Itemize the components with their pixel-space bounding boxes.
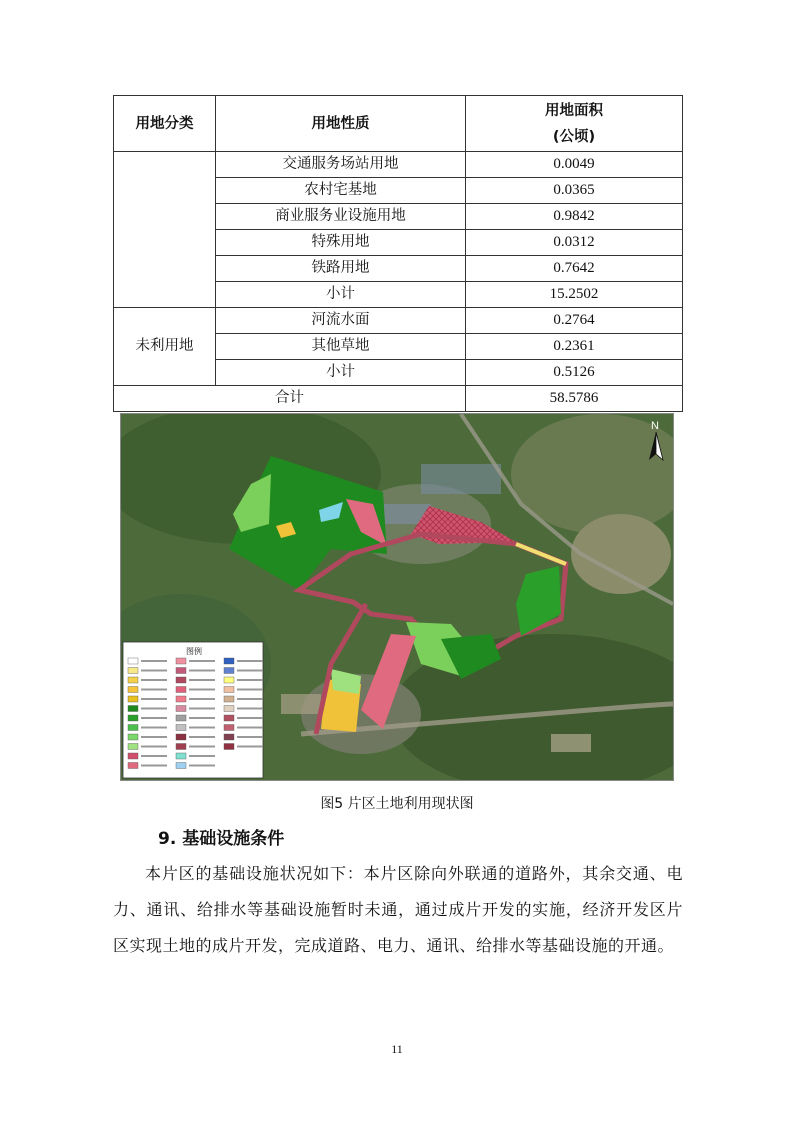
- legend-label-line: [189, 727, 215, 729]
- legend-swatch: [224, 658, 234, 664]
- legend-label-line: [237, 660, 263, 662]
- legend-label-line: [237, 727, 263, 729]
- legend-swatch: [224, 687, 234, 693]
- table-row: [114, 152, 683, 178]
- legend-swatch: [176, 734, 186, 740]
- legend-swatch: [176, 744, 186, 750]
- area-cell: 0.0312: [466, 230, 683, 256]
- legend-swatch: [128, 725, 138, 731]
- header-category: 用地分类: [114, 96, 216, 152]
- area-cell: 0.0049: [466, 152, 683, 178]
- legend-swatch: [128, 677, 138, 683]
- header-nature: 用地性质: [216, 96, 466, 152]
- legend-label-line: [237, 689, 263, 691]
- nature-cell: 交通服务场站用地: [216, 152, 466, 178]
- legend-label-line: [189, 765, 215, 767]
- legend-swatch: [176, 715, 186, 721]
- legend-label-line: [189, 717, 215, 719]
- legend-label-line: [189, 670, 215, 672]
- legend-swatch: [224, 734, 234, 740]
- legend-swatch: [176, 725, 186, 731]
- header-area: [466, 96, 683, 152]
- legend-swatch: [176, 706, 186, 712]
- legend-label-line: [237, 698, 263, 700]
- nature-cell: 其他草地: [216, 334, 466, 360]
- legend-title: 图例: [186, 647, 202, 656]
- legend-label-line: [141, 698, 167, 700]
- legend-label-line: [189, 679, 215, 681]
- legend-swatch: [224, 668, 234, 674]
- legend-label-line: [237, 670, 263, 672]
- legend-label-line: [237, 746, 263, 748]
- legend-label-line: [189, 689, 215, 691]
- nature-cell: 特殊用地: [216, 230, 466, 256]
- legend-label-line: [141, 679, 167, 681]
- legend-swatch: [176, 696, 186, 702]
- legend-swatch: [176, 687, 186, 693]
- legend-label-line: [189, 660, 215, 662]
- body-paragraph: 本片区的基础设施状况如下：本片区除向外联通的道路外，其余交通、电力、通讯、给排水等基础设施暂时未通，通过成片开发的实施，经济开发区片区实现土地的成片开发，完成道路、电力、通讯、给排水等基础设施的开通。: [113, 864, 683, 955]
- nature-cell: 商业服务业设施用地: [216, 204, 466, 230]
- legend-label-line: [141, 717, 167, 719]
- area-cell: 0.9842: [466, 204, 683, 230]
- legend-swatch: [224, 725, 234, 731]
- area-cell: 0.7642: [466, 256, 683, 282]
- legend-swatch: [176, 763, 186, 769]
- section-title: 基础设施条件: [182, 829, 285, 849]
- legend-swatch: [224, 677, 234, 683]
- nature-cell: 小计: [216, 282, 466, 308]
- legend-swatch: [128, 744, 138, 750]
- legend-label-line: [141, 689, 167, 691]
- legend-swatch: [128, 715, 138, 721]
- legend-swatch: [176, 677, 186, 683]
- map-legend: [123, 642, 263, 778]
- area-cell: 0.5126: [466, 360, 683, 386]
- legend-swatch: [128, 706, 138, 712]
- page-number: 11: [391, 1042, 403, 1056]
- table-row: [114, 308, 683, 334]
- nature-cell: 铁路用地: [216, 256, 466, 282]
- category-cell-unused: 未利用地: [114, 308, 216, 386]
- legend-label-line: [189, 746, 215, 748]
- legend-swatch: [176, 753, 186, 759]
- legend-swatch: [176, 668, 186, 674]
- table-header-row: [114, 96, 683, 152]
- legend-label-line: [189, 755, 215, 757]
- legend-swatch: [128, 763, 138, 769]
- legend-label-line: [141, 746, 167, 748]
- legend-label-line: [141, 736, 167, 738]
- legend-label-line: [237, 708, 263, 710]
- total-area: 58.5786: [466, 386, 683, 412]
- legend-swatch: [224, 706, 234, 712]
- legend-swatch: [128, 668, 138, 674]
- legend-label-line: [141, 755, 167, 757]
- north-label: N: [651, 420, 659, 432]
- header-area-line1: 用地面积: [545, 102, 603, 119]
- nature-cell: 农村宅基地: [216, 178, 466, 204]
- legend-label-line: [141, 727, 167, 729]
- legend-swatch: [128, 687, 138, 693]
- legend-label-line: [141, 708, 167, 710]
- legend-swatch: [224, 744, 234, 750]
- land-use-map: [120, 413, 674, 781]
- area-cell: 0.2361: [466, 334, 683, 360]
- legend-label-line: [141, 660, 167, 662]
- legend-label-line: [189, 736, 215, 738]
- figure-caption: 图5 片区土地利用现状图: [320, 796, 474, 812]
- area-cell: 0.2764: [466, 308, 683, 334]
- area-cell: 15.2502: [466, 282, 683, 308]
- legend-label-line: [141, 670, 167, 672]
- legend-label-line: [141, 765, 167, 767]
- legend-label-line: [237, 679, 263, 681]
- nature-cell: 河流水面: [216, 308, 466, 334]
- legend-swatch: [128, 658, 138, 664]
- section-heading: [158, 824, 284, 849]
- section-number: 9.: [158, 829, 177, 849]
- total-label: 合计: [114, 386, 466, 412]
- legend-label-line: [189, 698, 215, 700]
- land-use-table: [113, 95, 683, 412]
- legend-swatch: [224, 715, 234, 721]
- legend-label-line: [237, 736, 263, 738]
- legend-swatch: [224, 696, 234, 702]
- legend-label-line: [189, 708, 215, 710]
- legend-swatch: [128, 753, 138, 759]
- area-cell: 0.0365: [466, 178, 683, 204]
- legend-swatch: [128, 696, 138, 702]
- nature-cell: 小计: [216, 360, 466, 386]
- legend-label-line: [237, 717, 263, 719]
- legend-swatch: [128, 734, 138, 740]
- category-cell-construction: [114, 152, 216, 308]
- header-area-line2: (公顷): [552, 128, 596, 145]
- table-total-row: [114, 386, 683, 412]
- legend-swatch: [176, 658, 186, 664]
